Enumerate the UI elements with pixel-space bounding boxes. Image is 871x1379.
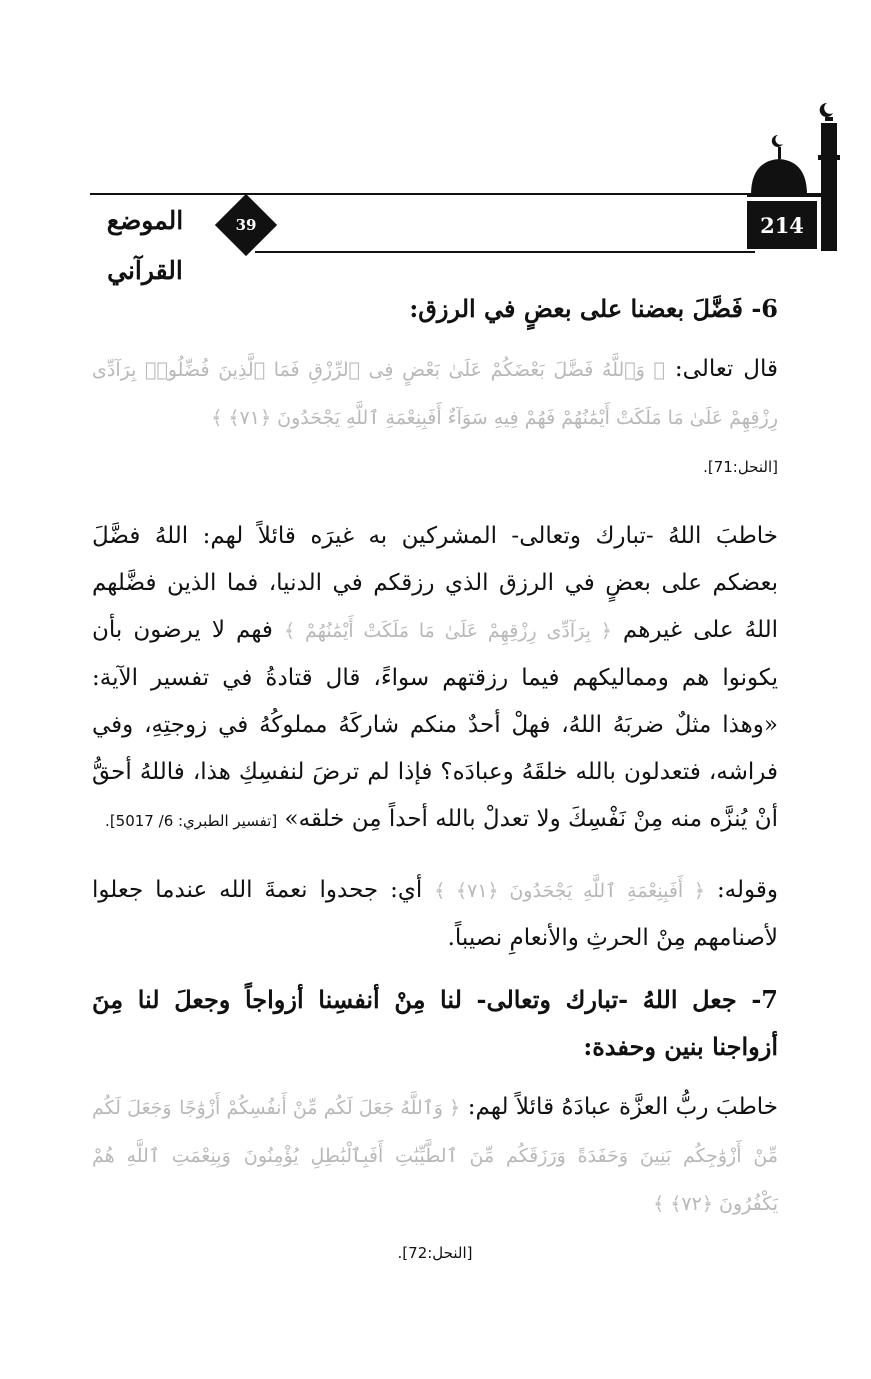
header-rule-bottom <box>255 251 755 253</box>
header-rule-top <box>90 193 755 195</box>
page-content <box>92 285 778 1277</box>
page-number: 214 <box>747 201 817 249</box>
section-7-verse-block <box>92 1084 778 1228</box>
inline-verse-2: ﴿ أَفَبِنِعْمَةِ ٱللَّهِ يَجْحَدُونَ ﴿٧١﴾ ﴾ <box>434 880 705 902</box>
verse-reference-7 <box>92 1228 778 1277</box>
commentary-paragraph <box>92 513 778 845</box>
explanation-text: أي: جحدوا نعمةَ الله عندما جعلوا لأصنامهم مِنْ الحرثِ والأنعامِ نصيباً. <box>92 877 778 951</box>
section-7-intro: خاطبَ ربُّ العزَّة عبادَهُ قائلاً لهم: <box>467 1094 779 1120</box>
section-6-verse-block <box>92 346 778 442</box>
book-title-logo: الموضع القرآني <box>106 206 184 285</box>
quran-verse-line-2: رِزْقِهِمْ عَلَىٰ مَا مَلَكَتْ أَيْمَٰنُهُمْ فَهُمْ فِيهِ سَوَآءٌ أَفَبِنِعْمَةِ ٱللَّهِ يَجْحَدُونَ ﴿٧١﴾ ﴾ <box>211 407 778 429</box>
commentary-text-1: خاطبَ اللهُ -تبارك وتعالى- المشركين به غيرَه قائلاً لهم: اللهُ فضَّلَ بعضكم على بعضٍ في الرزق الذي رزقكم في الدنيا، فما الذين فضَّلهم اللهُ على غيرهم <box>92 523 779 643</box>
quran-verse-7-line-3: وَبِنِعْمَتِ ٱللَّهِ هُمْ يَكْفُرُونَ ﴿٧٢﴾ ﴾ <box>92 1145 778 1215</box>
verse-ref-7-text: [النحل:72]. <box>397 1244 473 1262</box>
explanation-paragraph <box>92 867 778 962</box>
section-7-heading: 7- جعل اللهُ -تبارك وتعالى- لنا مِنْ أنفسِنا أزواجاً وجعلَ لنا مِنَ أزواجنا بنين وحفدة: <box>92 985 778 1061</box>
inline-verse: ﴿ بِرَآدِّى رِزْقِهِمْ عَلَىٰ مَا مَلَكَتْ أَيْمَٰنُهُمْ ﴾ <box>284 620 612 642</box>
tafsir-reference: [تفسير الطبري: 6/ 5017]. <box>105 812 278 830</box>
page-header <box>0 0 871 285</box>
chapter-number: 39 <box>235 216 257 234</box>
verse-reference <box>92 442 778 491</box>
quran-verse-7-line-2: وَجَعَلَ لَكُم مِّنْ أَزْوَٰجِكُم بَنِينَ وَحَفَدَةً وَرَزَقَكُم مِّنَ ٱلطَّيِّبَٰتِ أَفَبِٱلْبَٰطِلِ يُؤْمِنُونَ <box>92 1097 778 1167</box>
verse-ref-text: [النحل:71]. <box>703 458 778 476</box>
explanation-intro: وقوله: <box>716 877 779 903</box>
quran-verse-7-line-1: ﴿ وَٱللَّهُ جَعَلَ لَكُم مِّنْ أَنفُسِكُمْ أَزْوَٰجًا <box>179 1097 461 1119</box>
verse-intro: قال تعالى: <box>674 356 778 382</box>
quran-verse-line-1: ﴿ وَٱللَّهُ فَضَّلَ بَعْضَكُمْ عَلَىٰ بَعْضٍ فِى ٱلرِّزْقِ فَمَا ٱلَّذِينَ فُضِّلُوا۟ بِرَآدِّى <box>92 359 665 381</box>
commentary-text-2: فهم لا يرضون بأن يكونوا هم ومماليكهم فيما رزقتهم سواءً، قال قتادةُ في تفسير الآية: «وهذا مثلٌ ضربَهُ اللهُ، فهلْ أحدٌ منكم شاركَهُ مملوكُهُ في زوجتِهِ، وفي فراشه، فتعدلون بالله خلقَهُ وعبادَه؟ فإذا لم ترضَ لنفسِكِ هذا، فاللهُ أحقُّ أنْ يُنزَّه منه مِنْ نَفْسِكَ ولا تعدلْ بالله أحداً مِن خلقه» <box>92 617 778 832</box>
section-6-heading: 6- فَضَّلَ بعضنا على بعضٍ في الرزق: <box>409 294 778 323</box>
